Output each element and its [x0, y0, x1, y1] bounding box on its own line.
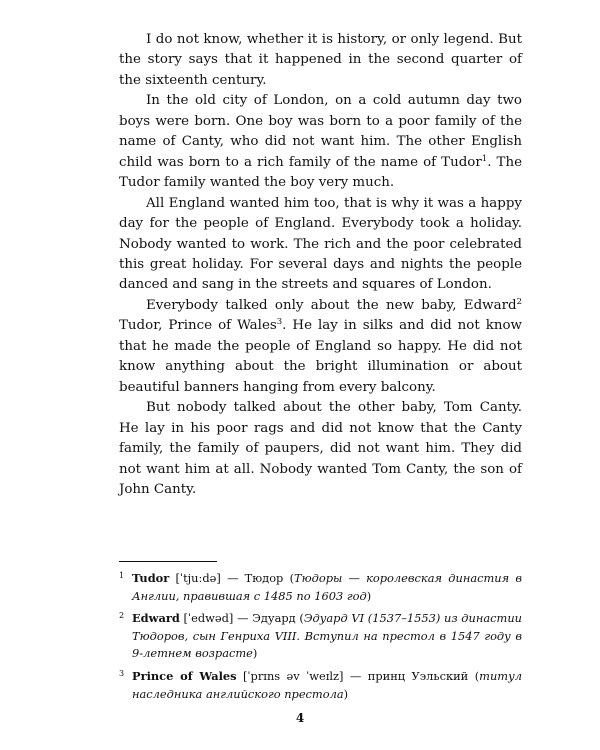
paragraph-3	[119, 194, 522, 296]
text-run: But nobody talked about the other baby, Tom Canty. He lay in his poor rags and did not know that the Canty family, the family of paupers, did not want him. They did not want him at all. Nobody wanted Tom Canty, the son of John Canty.	[119, 400, 522, 497]
footnote-description: титул наследника английского престола	[132, 668, 522, 701]
footnote-number: 1	[119, 571, 125, 580]
footnote-ref-1: 1	[481, 153, 488, 164]
footnote-paren-open: (	[474, 668, 480, 683]
footnotes	[119, 570, 522, 708]
paragraph-5	[119, 398, 522, 500]
paragraph-2	[119, 91, 522, 193]
footnote-description: Тюдоры — королевская династия в Англии, правившая с 1485 по 1603 год	[132, 571, 523, 603]
paragraph-1	[119, 30, 522, 91]
footnote-3	[119, 668, 522, 703]
text-run: Everybody talked only about the new baby, Edward	[146, 297, 517, 313]
footnote-translation: принц Уэльский	[367, 668, 469, 683]
footnote-transcription: [ˈprɪns əv ˈweɪlz]	[242, 668, 344, 683]
footnote-paren-close: )	[366, 588, 372, 603]
footnote-transcription: [ˈedwəd]	[183, 611, 234, 626]
text-run: In the old city of London, on a cold autumn day two boys were born. One boy was born to a poor family of the name of Canty, who did not want him. The other English child was born to a rich family of the name of Tudor	[119, 93, 522, 170]
text-run: I do not know, whether it is history, or only legend. But the story says that it happened in the second quarter of the sixteenth century.	[119, 32, 522, 88]
text-run: . The Tudor family wanted the boy very much.	[119, 154, 522, 191]
footnote-1	[119, 570, 522, 605]
footnote-paren-open: (	[299, 611, 304, 626]
footnote-number: 3	[119, 668, 125, 678]
footnote-translation: Эдуард	[252, 611, 296, 626]
footnote-dash: —	[237, 611, 249, 626]
footnote-dash: —	[227, 571, 239, 585]
text-run: . He lay in silks and did not know that he made the people of England so happy. He did not know anything about the bright illumination or about beautiful banners hanging from every balcony.	[119, 318, 522, 395]
footnote-divider	[119, 561, 217, 562]
footnote-translation: Тюдор	[244, 571, 284, 585]
footnote-dash: —	[349, 668, 362, 683]
footnote-transcription: [ˈtjuːdə]	[175, 571, 221, 585]
footnote-paren-open: (	[289, 571, 295, 585]
text-run: Tudor, Prince of Wales	[119, 318, 277, 334]
footnote-paren-close: )	[252, 646, 258, 661]
footnote-term: Prince of Wales	[132, 668, 237, 683]
story-text	[119, 30, 522, 500]
footnote-paren-close: )	[343, 686, 349, 701]
text-run: All England wanted him too, that is why it was a happy day for the people of England. Everybody took a holiday. Nobody wanted to work. The rich and the poor celebrated this great holiday. For several days and nights the people danced and sang in the streets and squares of London.	[119, 195, 522, 293]
footnote-term: Tudor	[132, 571, 170, 585]
footnote-description: Эдуард VI (1537–1553) из династии Тюдоров, сын Генриха VIII. Вступил на престол в 1547 году в 9-летнем возрасте	[132, 611, 523, 661]
paragraph-4	[119, 296, 522, 398]
footnote-term: Edward	[132, 611, 180, 626]
footnote-number: 2	[119, 611, 125, 621]
footnote-ref-2: 2	[516, 296, 522, 307]
footnote-2	[119, 610, 522, 663]
footnote-ref-3: 3	[276, 317, 283, 328]
page-number: 4	[295, 711, 305, 725]
